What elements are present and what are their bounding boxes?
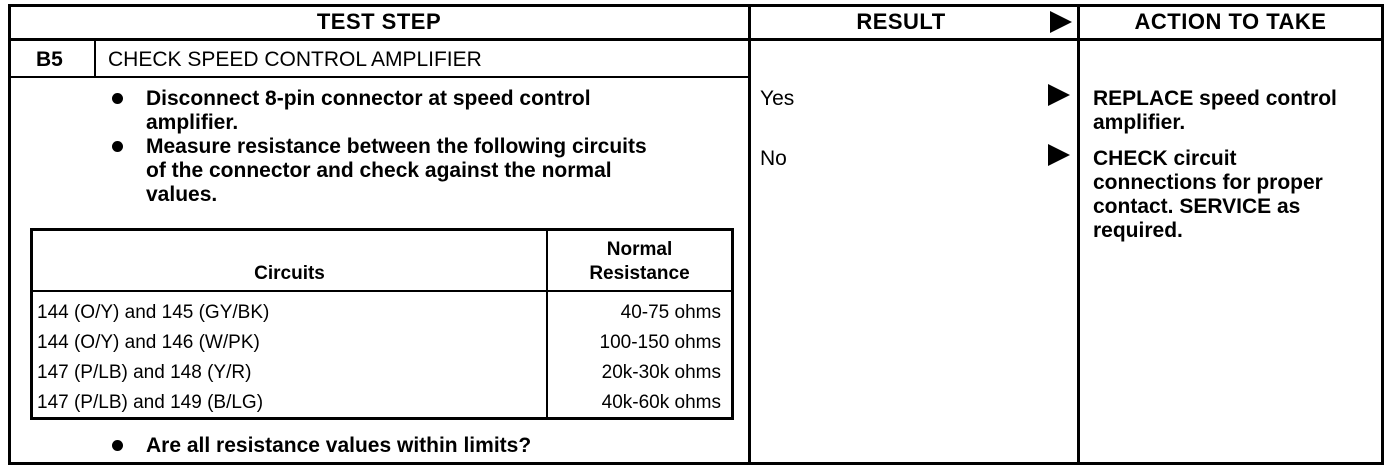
rt-row-3-resistance: 20k-30k ohms [601,362,721,383]
bullet-icon [112,141,123,152]
header-divider [8,38,1384,41]
result-yes-arrow-icon [1048,84,1070,106]
instruction-2-line-3: values. [146,183,218,206]
rt-row-3-circuits: 147 (P/LB) and 148 (Y/R) [37,362,252,383]
rt-header-resistance-1: Normal [606,239,673,260]
question-text: Are all resistance values within limits? [146,434,532,457]
result-yes: Yes [760,87,795,110]
rt-head-divider [33,290,731,292]
rt-row-2-circuits: 144 (O/Y) and 146 (W/PK) [37,332,260,353]
step-id: B5 [36,48,63,71]
rt-row-1-resistance: 40-75 ohms [620,302,721,323]
rt-header-resistance-2: Resistance [589,263,690,284]
action-yes-line-1: REPLACE speed control [1093,87,1337,110]
header-action: ACTION TO TAKE [1134,9,1327,34]
frame-bottom [8,462,1384,465]
bullet-icon [112,93,123,104]
action-no-line-1: CHECK circuit [1093,147,1237,170]
col-divider-result [748,4,751,465]
resistance-table [30,228,734,420]
instruction-1-line-1: Disconnect 8-pin connector at speed control [146,87,591,110]
bullet-icon [112,440,123,451]
result-no-arrow-icon [1048,144,1070,166]
header-result: RESULT [856,9,946,34]
frame-right [1381,4,1384,465]
action-no-line-2: connections for proper [1093,171,1323,194]
instruction-2-line-2: of the connector and check against the normal [146,159,612,182]
rt-row-4-resistance: 40k-60k ohms [601,392,721,413]
step-title: CHECK SPEED CONTROL AMPLIFIER [108,48,482,71]
col-divider-action [1077,4,1080,465]
header-arrow-icon [1050,11,1072,33]
rt-row-1-circuits: 144 (O/Y) and 145 (GY/BK) [37,302,270,323]
action-no-line-4: required. [1093,219,1183,242]
frame-left [8,4,11,465]
instruction-2-line-1: Measure resistance between the following circuits [146,135,647,158]
step-title-underline [8,76,750,78]
rt-header-circuits: Circuits [254,263,325,284]
action-no-line-3: contact. SERVICE as [1093,195,1301,218]
result-no: No [760,147,787,170]
rt-row-2-resistance: 100-150 ohms [599,332,721,353]
step-id-divider [94,40,96,77]
action-yes-line-2: amplifier. [1093,111,1186,134]
header-test-step: TEST STEP [316,9,442,34]
rt-row-4-circuits: 147 (P/LB) and 149 (B/LG) [37,392,264,413]
instruction-1-line-2: amplifier. [146,111,239,134]
